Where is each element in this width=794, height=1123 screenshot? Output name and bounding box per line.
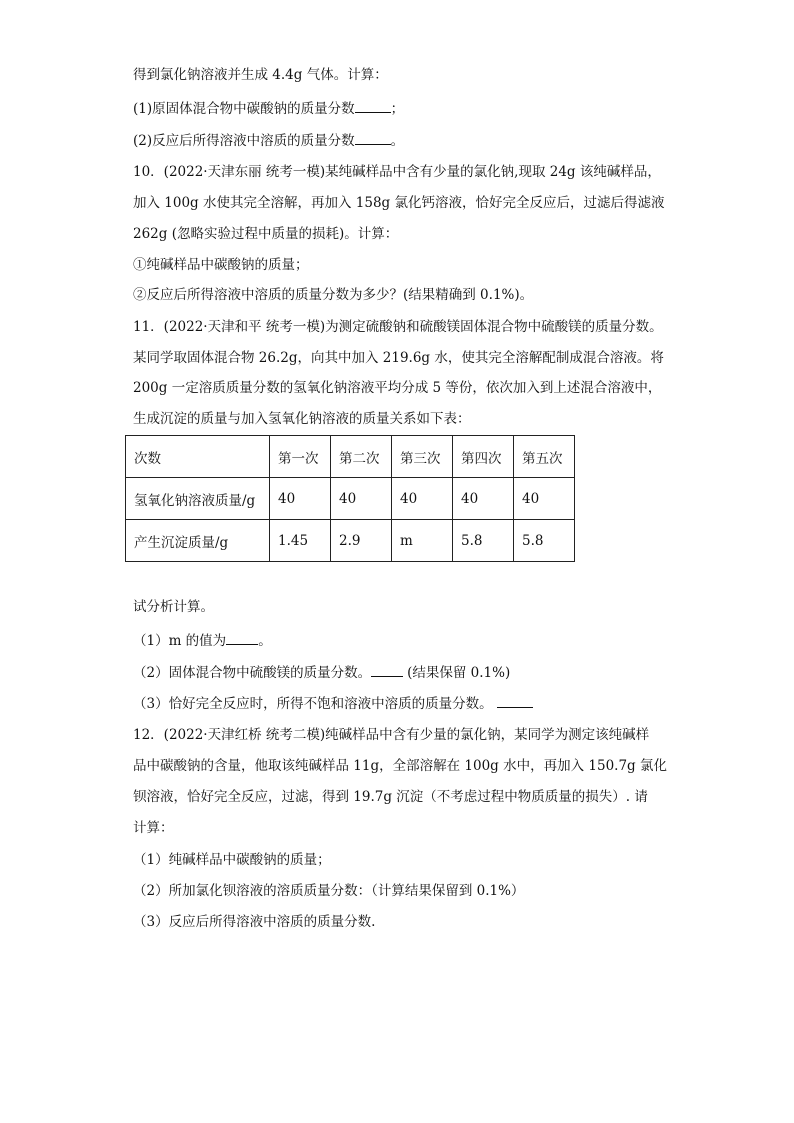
answer-blank[interactable]	[371, 664, 403, 677]
q11-sub2-end: (结果保留 0.1%)	[407, 665, 511, 681]
table-cell: 第四次	[453, 436, 514, 478]
table-cell: 第五次	[514, 436, 575, 478]
q9-part1-end: ；	[390, 101, 405, 117]
q10-line1: 10．(2022·天津东丽 统考一模)某纯碱样品中含有少量的氯化钠,现取 24g 该纯碱样品，	[133, 164, 661, 180]
q11-sub2	[133, 664, 510, 681]
q12-line1: 12．(2022·天津红桥 统考二模)纯碱样品中含有少量的氯化钠，某同学为测定该纯碱样	[133, 727, 650, 743]
table-cell: 40	[453, 478, 514, 520]
table-cell: 40	[392, 478, 453, 520]
answer-blank[interactable]	[355, 100, 391, 113]
q11-sub1	[133, 632, 272, 649]
q10-line3: 262g (忽略实验过程中质量的损耗)。计算：	[133, 226, 399, 242]
q9-part2-text: (2)反应后所得溶液中溶质的质量分数	[133, 133, 355, 149]
q9-part2	[133, 132, 404, 149]
q10-line4: ①纯碱样品中碳酸钠的质量；	[133, 257, 309, 273]
q12-sub1: （1）纯碱样品中碳酸钠的质量；	[133, 852, 331, 868]
q11-line1: 11．(2022·天津和平 统考一模)为测定硫酸钠和硫酸镁固体混合物中硫酸镁的质量分数。	[133, 319, 663, 335]
q11-line2: 某同学取固体混合物 26.2g，向其中加入 219.6g 水，使其完全溶解配制成混合溶液。将	[133, 350, 664, 366]
table-cell: 40	[331, 478, 392, 520]
table-cell: 5.8	[453, 520, 514, 562]
table-cell: 次数	[126, 436, 270, 478]
table-cell: 产生沉淀质量/g	[126, 520, 270, 562]
table-header-row	[126, 436, 575, 478]
q12-sub2: （2）所加氯化钡溶液的溶质质量分数：（计算结果保留到 0.1%）	[133, 883, 525, 899]
table-row	[126, 478, 575, 520]
q9-part1-text: (1)原固体混合物中碳酸钠的质量分数	[133, 101, 355, 117]
table-cell: 40	[514, 478, 575, 520]
data-table	[125, 435, 575, 562]
table-row	[126, 520, 575, 562]
q12-line2: 品中碳酸钠的含量，他取该纯碱样品 11g，全部溶解在 100g 水中，再加入 150.7g 氯化	[133, 758, 667, 774]
q9-part2-end: 。	[390, 133, 405, 149]
table-cell: m	[392, 520, 453, 562]
answer-blank[interactable]	[226, 632, 258, 645]
q11-after-table: 试分析计算。	[133, 599, 214, 615]
q11-sub3	[133, 695, 533, 712]
q11-sub1-text: （1）m 的值为	[133, 633, 227, 649]
q10-line2: 加入 100g 水使其完全溶解，再加入 158g 氯化钙溶液，恰好完全反应后，过滤后得滤液	[133, 195, 665, 211]
table-cell: 氢氧化钠溶液质量/g	[126, 478, 270, 520]
table-cell: 1.45	[270, 520, 331, 562]
answer-blank[interactable]	[497, 695, 533, 708]
table-cell: 第二次	[331, 436, 392, 478]
q9-part1	[133, 100, 404, 117]
q12-line3: 钡溶液，恰好完全反应，过滤，得到 19.7g 沉淀（不考虑过程中物质质量的损失）. 请	[133, 789, 648, 805]
q11-line3: 200g 一定溶质质量分数的氢氧化钠溶液平均分成 5 等份，依次加入到上述混合溶液中，	[133, 380, 662, 396]
q9-intro: 得到氯化钠溶液并生成 4.4g 气体。计算：	[133, 67, 388, 83]
q11-sub2-text: （2）固体混合物中硫酸镁的质量分数。	[133, 665, 372, 681]
q11-line4: 生成沉淀的质量与加入氢氧化钠溶液的质量关系如下表：	[133, 411, 471, 427]
table-cell: 40	[270, 478, 331, 520]
table-cell: 第一次	[270, 436, 331, 478]
q11-sub3-text: （3）恰好完全反应时，所得不饱和溶液中溶质的质量分数。	[133, 696, 493, 712]
q10-line5: ②反应后所得溶液中溶质的质量分数为多少？(结果精确到 0.1%)。	[133, 287, 534, 303]
table-cell: 2.9	[331, 520, 392, 562]
table-cell: 第三次	[392, 436, 453, 478]
q12-sub3: （3）反应后所得溶液中溶质的质量分数.	[133, 914, 376, 930]
q11-sub1-end: 。	[258, 633, 272, 649]
answer-blank[interactable]	[355, 132, 391, 145]
q12-line4: 计算：	[133, 820, 174, 836]
table-cell: 5.8	[514, 520, 575, 562]
